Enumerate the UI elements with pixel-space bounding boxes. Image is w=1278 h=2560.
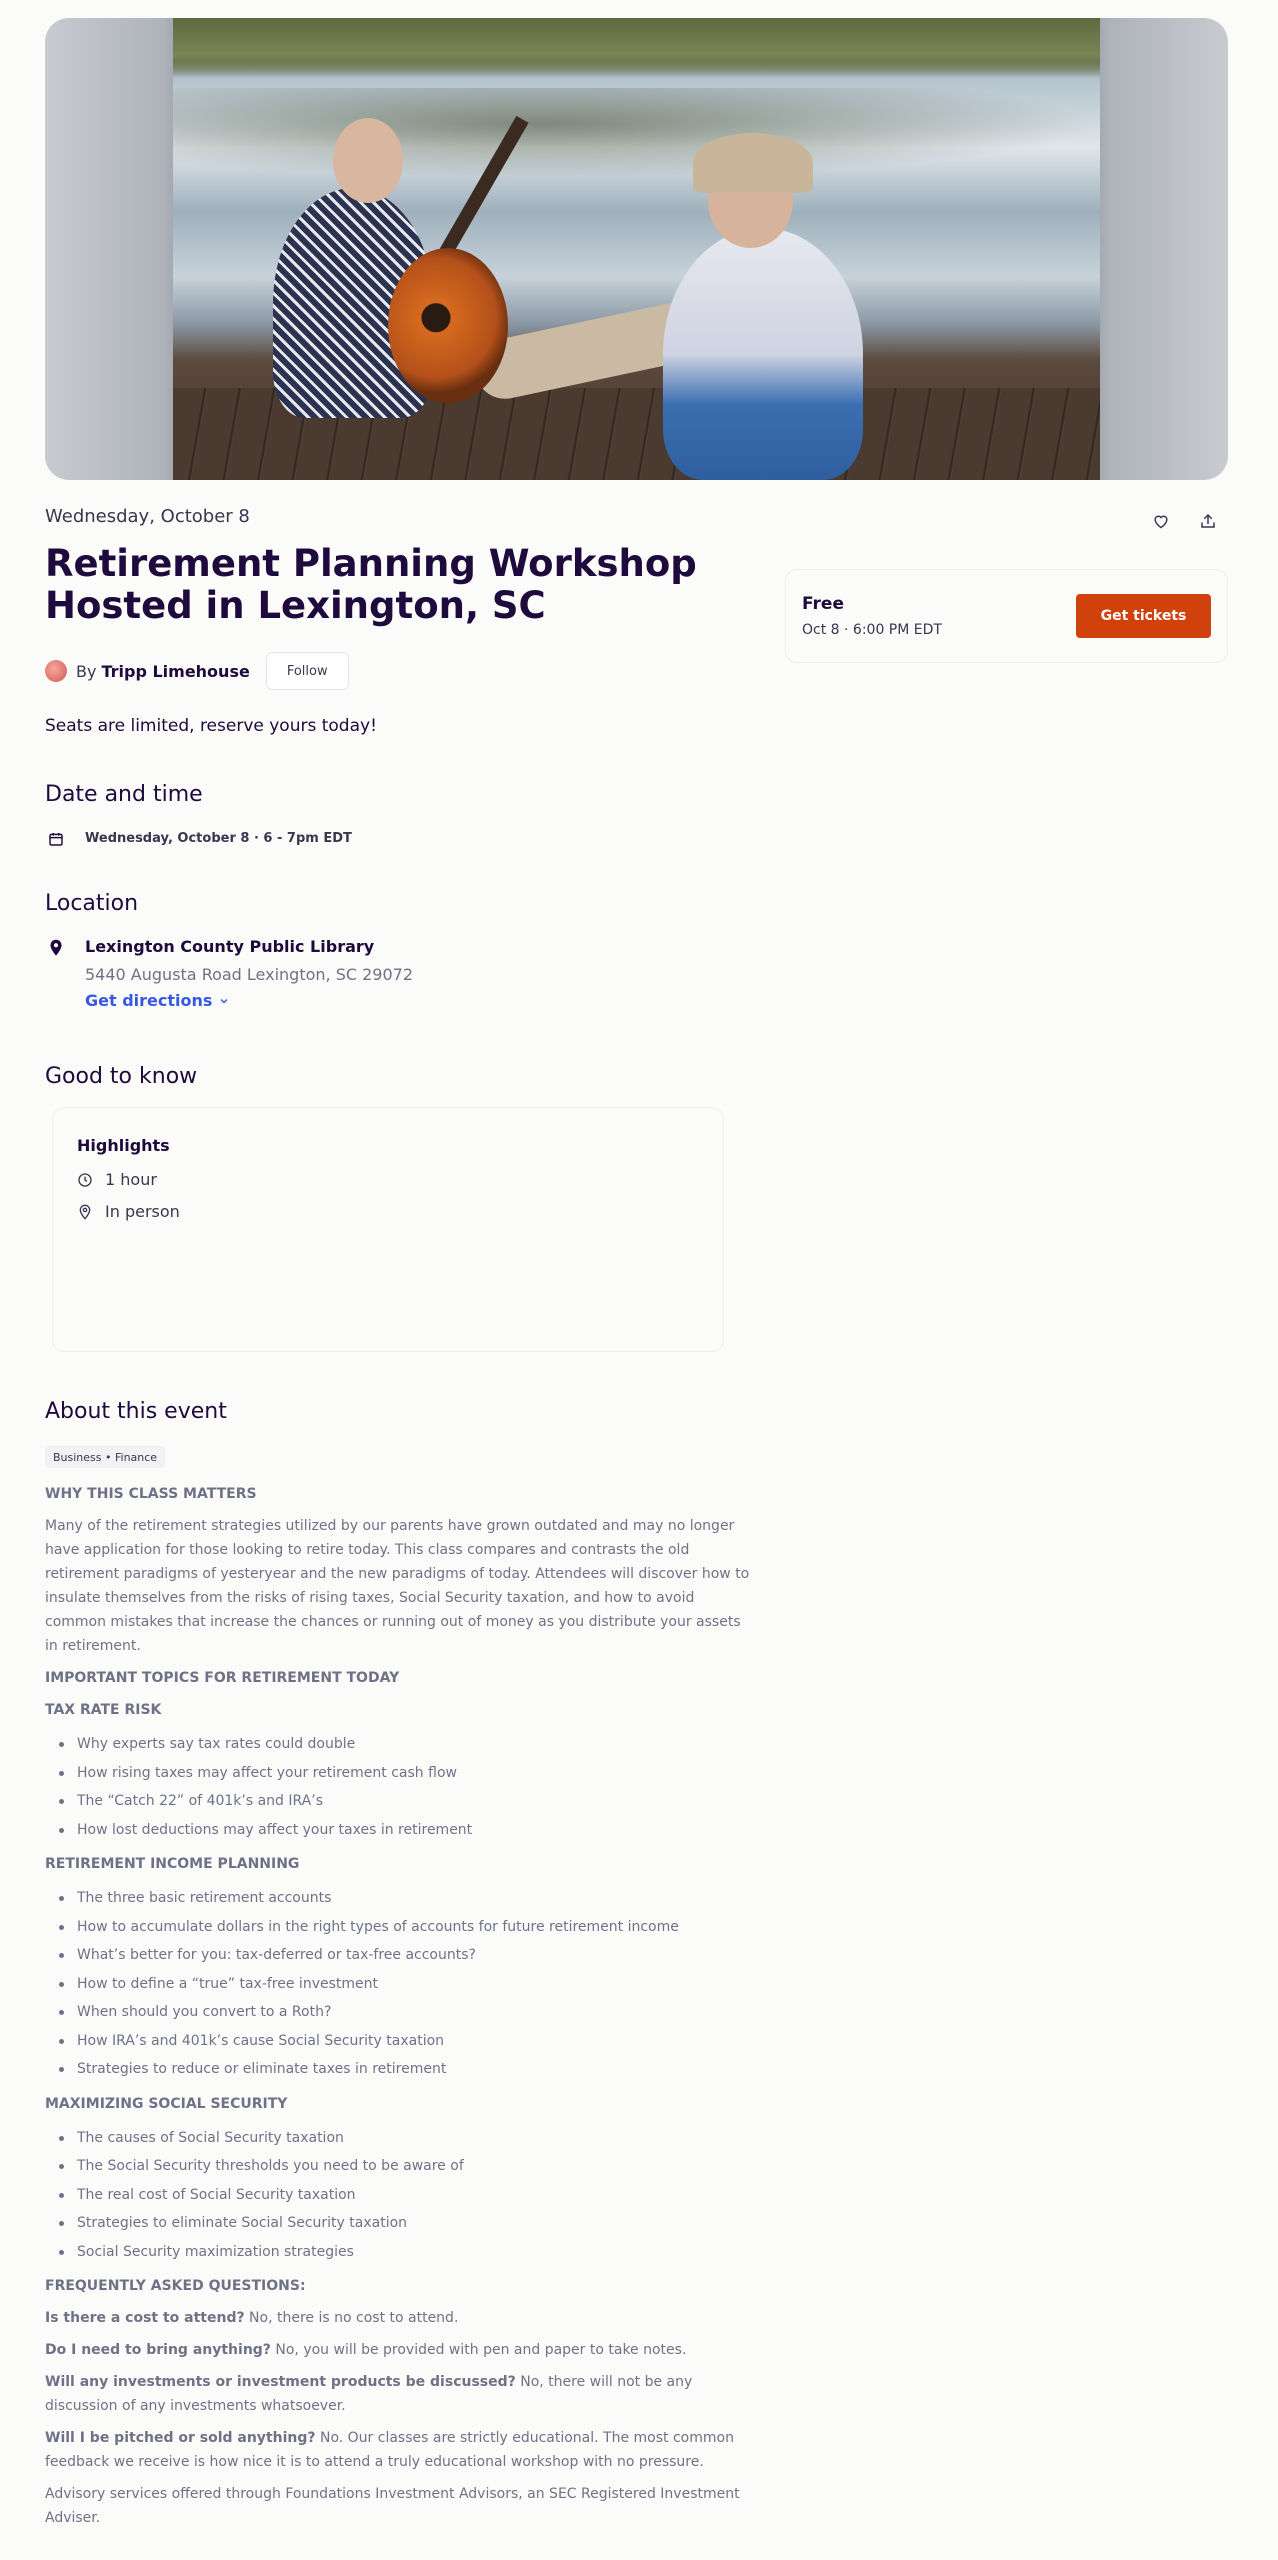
section-heading: WHY THIS CLASS MATTERS [45, 1486, 257, 1502]
list-item: When should you convert to a Roth? [45, 1998, 755, 2027]
section-heading: MAXIMIZING SOCIAL SECURITY [45, 2095, 288, 2112]
location-heading: Location [45, 891, 139, 916]
list-item: How to accumulate dollars in the right types of accounts for future retirement income [45, 1913, 755, 1942]
event-description [45, 1478, 755, 2538]
tax-list [45, 1730, 755, 1844]
list-item: Social Security maximization strategies [45, 2238, 755, 2267]
page-title: Retirement Planning Workshop Hosted in Lexington, SC [45, 542, 697, 627]
list-item: The real cost of Social Security taxation [45, 2181, 755, 2210]
heart-icon [1152, 513, 1170, 529]
list-item: The Social Security thresholds you need to be aware of [45, 2152, 755, 2181]
calendar-icon [45, 828, 67, 850]
list-item: How rising taxes may affect your retirement cash flow [45, 1759, 755, 1788]
follow-button[interactable]: Follow [266, 652, 349, 690]
hero-image [45, 18, 1228, 480]
section-heading: FREQUENTLY ASKED QUESTIONS: [45, 2278, 306, 2294]
highlights-title: Highlights [77, 1136, 170, 1155]
faq-item: Is there a cost to attend? No, there is no cost to attend. [45, 2310, 459, 2326]
faq-item: Do I need to bring anything? No, you will be provided with pen and paper to take notes. [45, 2342, 687, 2358]
list-item: The “Catch 22” of 401k’s and IRA’s [45, 1787, 755, 1816]
event-date-label: Wednesday, October 8 [45, 506, 250, 527]
organizer-row [45, 652, 349, 690]
get-directions-link[interactable]: Get directions [85, 991, 413, 1010]
get-tickets-button[interactable]: Get tickets [1076, 594, 1211, 638]
organizer-by: By [76, 661, 97, 681]
chevron-down-icon [218, 995, 230, 1007]
faq-item: Will any investments or investment products be discussed? No, there will not be any discussion of any investments whatsoever. [45, 2374, 693, 2414]
description-paragraph: Many of the retirement strategies utilized by our parents have grown outdated and may no longer have application for those looking to retire today. This class compares and contrasts the old retirement paradigms of yesteryear and the new paradigms of today. Attendees will discover how to insulate themselves from the risks of rising taxes, Social Security taxation, and how to avoid common mistakes that increase the chances or running out of money as you distribute your assets in retirement. [45, 1518, 750, 1654]
highlights-card [52, 1107, 724, 1352]
venue-address: 5440 Augusta Road Lexington, SC 29072 [85, 965, 414, 984]
list-item: The causes of Social Security taxation [45, 2124, 755, 2153]
disclaimer: Advisory services offered through Foundations Investment Advisors, an SEC Registered Investment Adviser. [45, 2486, 740, 2526]
list-item: How to define a “true” tax-free investment [45, 1970, 755, 1999]
section-heading: RETIREMENT INCOME PLANNING [45, 1856, 300, 1872]
income-list [45, 1884, 755, 2084]
share-button[interactable] [1195, 508, 1221, 534]
date-time-row [45, 828, 352, 850]
list-item: Strategies to eliminate Social Security taxation [45, 2209, 755, 2238]
location-row [45, 937, 413, 1010]
section-heading: TAX RATE RISK [45, 1702, 162, 1718]
ticket-card [785, 569, 1228, 663]
ticket-date: Oct 8 · 6:00 PM EDT [802, 622, 942, 638]
location-pin-icon [45, 937, 67, 959]
list-item: Strategies to reduce or eliminate taxes in retirement [45, 2055, 755, 2084]
about-heading: About this event [45, 1399, 227, 1424]
section-heading: IMPORTANT TOPICS FOR RETIREMENT TODAY [45, 1670, 400, 1686]
list-item: The three basic retirement accounts [45, 1884, 755, 1913]
location-pin-icon [77, 1204, 93, 1220]
share-icon [1199, 512, 1217, 530]
social-security-list [45, 2124, 755, 2267]
good-to-know-heading: Good to know [45, 1064, 198, 1089]
date-time-heading: Date and time [45, 782, 203, 807]
date-time-value: Wednesday, October 8 · 6 - 7pm EDT [85, 831, 352, 846]
faq-item: Will I be pitched or sold anything? No. Our classes are strictly educational. The most common feedback we receive is how nice it is to attend a truly educational workshop with no pressure. [45, 2430, 734, 2470]
organizer-name-link[interactable]: Tripp Limehouse [101, 661, 250, 681]
event-summary: Seats are limited, reserve yours today! [45, 716, 377, 736]
highlight-mode: In person [77, 1202, 180, 1221]
category-tag[interactable]: Business • Finance [45, 1446, 165, 1468]
like-button[interactable] [1148, 508, 1174, 534]
highlight-duration: 1 hour [77, 1170, 157, 1189]
list-item: How IRA’s and 401k’s cause Social Security taxation [45, 2027, 755, 2056]
list-item: Why experts say tax rates could double [45, 1730, 755, 1759]
list-item: What’s better for you: tax-deferred or tax-free accounts? [45, 1941, 755, 1970]
avatar[interactable] [45, 660, 67, 682]
ticket-price: Free [802, 594, 844, 614]
list-item: How lost deductions may affect your taxes in retirement [45, 1816, 755, 1845]
venue-name: Lexington County Public Library [85, 937, 375, 956]
hero-photo [173, 18, 1100, 480]
clock-icon [77, 1172, 93, 1188]
